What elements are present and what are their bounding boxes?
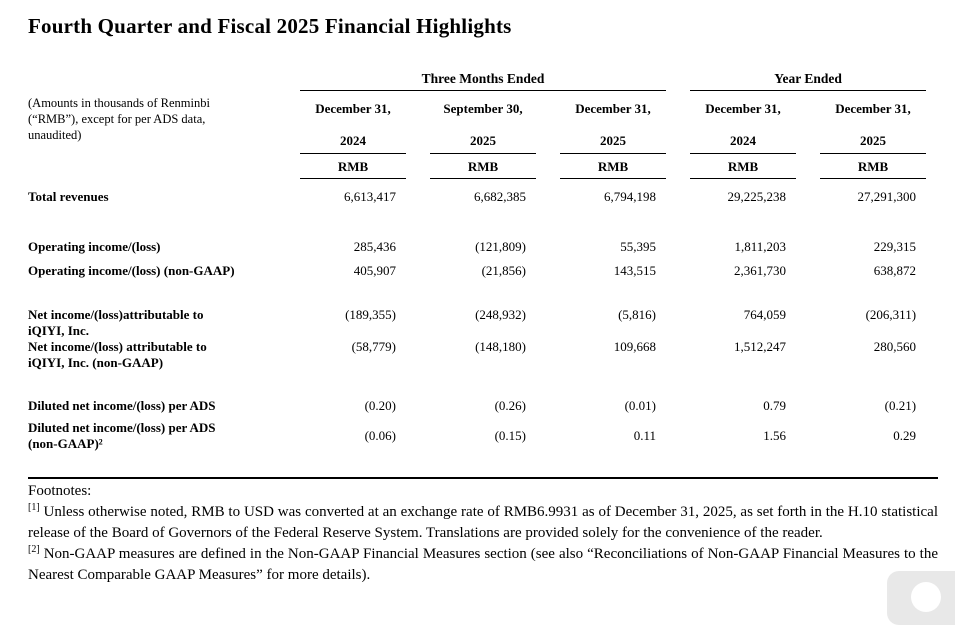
footnote-1-marker: [1] [28, 502, 40, 513]
footnote-1 [28, 502, 938, 544]
col-header-year: 2025 [808, 117, 938, 154]
value-cell: (248,932) [475, 307, 526, 322]
table-row-diluted-eps [28, 395, 938, 417]
row-label [28, 259, 288, 283]
col-header-currency: RMB [418, 154, 548, 179]
value-cell: (189,355) [345, 307, 396, 322]
col-header-year: 2025 [548, 117, 678, 154]
spacer-row [28, 209, 938, 235]
page-title: Fourth Quarter and Fiscal 2025 Financial Highlights [28, 14, 512, 38]
row-label [28, 307, 288, 339]
value-cell: 0.29 [893, 428, 917, 443]
row-label [28, 235, 288, 259]
col-header-currency: RMB [548, 154, 678, 179]
col-header-year: 2024 [678, 117, 808, 154]
value-cell: 280,560 [873, 339, 917, 354]
footnotes-section [28, 479, 938, 586]
value-cell: (0.15) [494, 428, 526, 443]
value-cell: (0.20) [364, 398, 396, 413]
row-label-line: (non-GAAP)² [28, 436, 103, 451]
table-row-operating-income [28, 235, 938, 259]
row-label-line: Diluted net income/(loss) per ADS [28, 398, 216, 413]
row-label [28, 395, 288, 417]
financial-highlights-table [28, 71, 938, 455]
col-header-currency: RMB [678, 154, 808, 179]
col-header-month: September 30, [443, 101, 523, 116]
value-cell: 1.56 [763, 428, 787, 443]
value-cell: 27,291,300 [857, 189, 917, 204]
value-cell: 143,515 [613, 263, 657, 278]
table-row-net-income-non-gaap [28, 339, 938, 371]
value-cell: 764,059 [743, 307, 787, 322]
col-header-month: December 31, [835, 101, 911, 116]
value-cell: (121,809) [475, 239, 526, 254]
col-header-year: 2025 [418, 117, 548, 154]
value-cell: 638,872 [873, 263, 917, 278]
value-cell: (58,779) [351, 339, 396, 354]
value-cell: (5,816) [618, 307, 657, 322]
row-label-line: iQIYI, Inc. (non-GAAP) [28, 355, 164, 370]
row-label [28, 339, 288, 371]
month-header-row [28, 91, 938, 117]
row-label-line: Total revenues [28, 189, 109, 204]
group-header-label: Year Ended [690, 71, 926, 91]
col-header-currency: RMB [288, 154, 418, 179]
table-row-diluted-eps-non-gaap [28, 417, 938, 455]
spacer-row [28, 371, 938, 395]
value-cell: 55,395 [620, 239, 657, 254]
group-header-row [28, 71, 938, 91]
value-cell: 1,811,203 [734, 239, 787, 254]
footnote-2-text: Non-GAAP measures are defined in the Non-GAAP Financial Measures section (see also “Reconciliations of Non-GAAP Financial Measures to the Nearest Comparable GAAP Measures” for more details). [28, 546, 939, 583]
spacer-row [28, 283, 938, 307]
footnote-2-marker: [2] [28, 544, 40, 555]
table-row-operating-income-non-gaap [28, 259, 938, 283]
value-cell: 285,436 [353, 239, 396, 254]
table-row-total-revenues [28, 179, 938, 209]
row-label-line: Operating income/(loss) [28, 239, 161, 254]
watermark [885, 571, 955, 627]
amounts-note: (Amounts in thousands of Renminbi (“RMB”), except for per ADS data, unaudited) [28, 96, 210, 142]
value-cell: 6,794,198 [604, 189, 657, 204]
table-row-net-income [28, 307, 938, 339]
group-header-three-months-ended [288, 71, 678, 91]
currency-header-row [28, 154, 938, 179]
row-label-line: Diluted net income/(loss) per ADS [28, 420, 216, 435]
col-header-month: December 31, [315, 101, 391, 116]
group-header-year-ended [678, 71, 938, 91]
row-label-line: Operating income/(loss) (non-GAAP) [28, 263, 235, 278]
row-label [28, 417, 288, 455]
value-cell: 29,225,238 [727, 189, 787, 204]
col-header-currency: RMB [808, 154, 938, 179]
value-cell: (148,180) [475, 339, 526, 354]
value-cell: (0.06) [364, 428, 396, 443]
value-cell: 109,668 [613, 339, 657, 354]
value-cell: (21,856) [481, 263, 526, 278]
value-cell: (0.01) [624, 398, 657, 413]
watermark-logo-eye [911, 582, 941, 612]
col-header-year: 2024 [288, 117, 418, 154]
value-cell: 6,682,385 [474, 189, 526, 204]
row-label [28, 179, 288, 209]
value-cell: (0.26) [494, 398, 526, 413]
value-cell: 1,512,247 [734, 339, 787, 354]
group-header-label: Three Months Ended [300, 71, 666, 91]
value-cell: (206,311) [865, 307, 917, 322]
row-label-line: iQIYI, Inc. [28, 323, 90, 338]
row-label-line: Net income/(loss) attributable to [28, 339, 207, 354]
footnote-2 [28, 544, 938, 586]
value-cell: 2,361,730 [734, 263, 787, 278]
col-header-month: December 31, [575, 101, 651, 116]
value-cell: 405,907 [353, 263, 396, 278]
value-cell: 0.79 [763, 398, 787, 413]
value-cell: (0.21) [884, 398, 917, 413]
value-cell: 229,315 [873, 239, 917, 254]
value-cell: 6,613,417 [344, 189, 396, 204]
value-cell: 0.11 [633, 428, 657, 443]
col-header-month: December 31, [705, 101, 781, 116]
row-label-line: Net income/(loss)attributable to [28, 307, 204, 322]
footnotes-heading: Footnotes: [28, 483, 92, 499]
footnote-1-text: Unless otherwise noted, RMB to USD was converted at an exchange rate of RMB6.9931 as of December 31, 2025, as set forth in the H.10 statistical release of the Board of Governors of the Federal Reserve System. Translations are provided solely for the convenience of the reader. [28, 504, 938, 541]
